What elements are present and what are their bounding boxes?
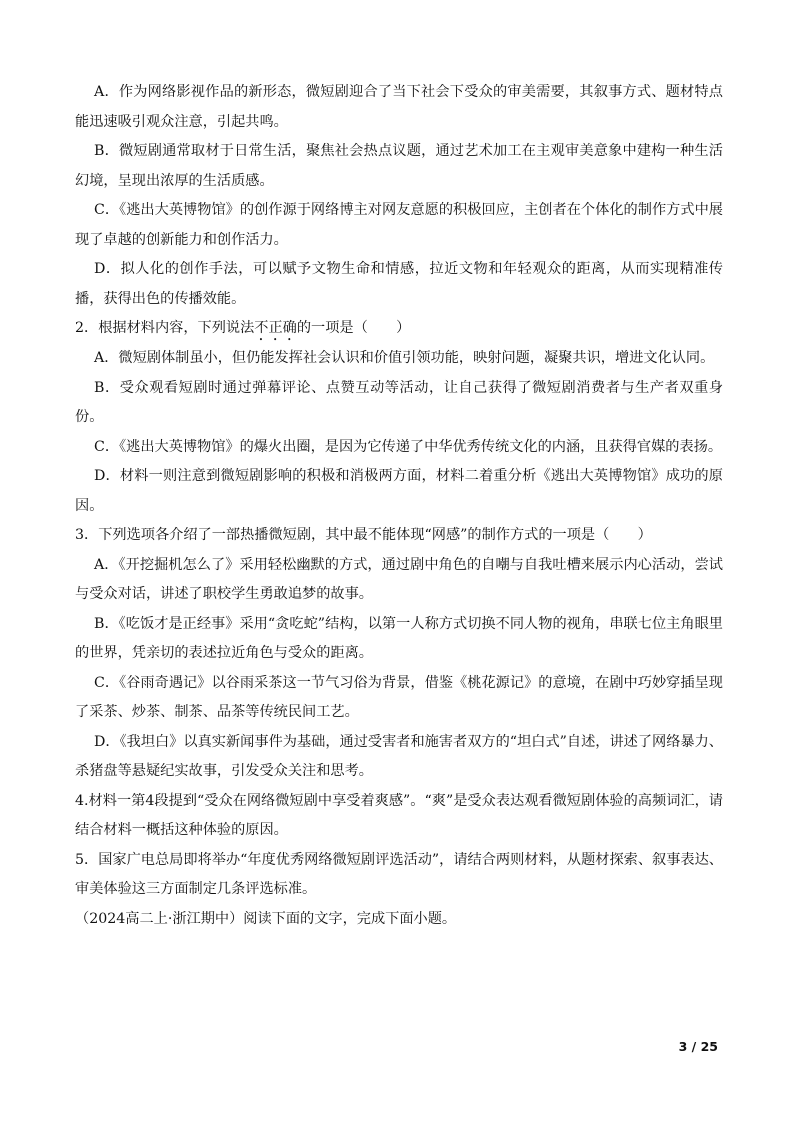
page-number: 3 / 25 (678, 1039, 718, 1054)
q2-option-a: A．微短剧体制虽小，但仍能发挥社会认识和价值引领功能，映射问题，凝聚共识，增进文化认同。 (94, 350, 715, 366)
q2-stem-before: 2．根据材料内容，下列说法 (75, 320, 255, 336)
q3-option-c: C．《谷雨奇遇记》以谷雨采茶这一节气习俗为背景，借鉴《桃花源记》的意境，在剧中巧妙穿插呈现了采茶、炒茶、制茶、品茶等传统民间工艺。 (75, 674, 723, 720)
q2-option-c: C．《逃出大英博物馆》的爆火出圈，是因为它传递了中华优秀传统文化的内涵，且获得官媒的表扬。 (94, 438, 723, 455)
q2-option-d: D．材料一则注意到微短剧影响的积极和消极两方面，材料二着重分析《逃出大英博物馆》成功的原因。 (75, 468, 723, 514)
q3-option-a: A．《开挖掘机怎么了》采用轻松幽默的方式，通过剧中角色的自嘲与自我吐槽来展示内心活动，尝试与受众对话，讲述了职校学生勇敢追梦的故事。 (75, 556, 723, 602)
q3-stem: 3．下列选项各介绍了一部热播微短剧，其中最不能体现“网感”的制作方式的一项是（ ） (75, 527, 652, 543)
q1-option-d: D．拟人化的创作手法，可以赋予文物生命和情感，拉近文物和年轻观众的距离，从而实现精准传播，获得出色的传播效能。 (75, 261, 723, 307)
q1-option-a: A．作为网络影视作品的新形态，微短剧迎合了当下社会下受众的审美需要，其叙事方式、题材特点能迅速吸引观众注意，引起共鸣。 (75, 84, 723, 130)
q5-question: 5．国家广电总局即将举办“年度优秀网络微短剧评选活动”，请结合两则材料，从题材探索、叙事表达、审美体验这三方面制定几条评选标准。 (75, 851, 723, 897)
q2-stem-emphasis: 不正确 (254, 320, 297, 336)
q3-option-d: D．《我坦白》以真实新闻事件为基础，通过受害者和施害者双方的“坦白式”自述，讲述了网络暴力、杀猪盘等悬疑纪实故事，引发受众关注和思考。 (75, 733, 723, 779)
q3-option-b: B．《吃饭才是正经事》采用“贪吃蛇”结构，以第一人称方式切换不同人物的视角，串联七位主角眼里的世界，凭亲切的表述拉近角色与受众的距离。 (75, 615, 723, 661)
q1-option-b: B．微短剧通常取材于日常生活，聚焦社会热点议题，通过艺术加工在主观审美意象中建构一种生活幻境，呈现出浓厚的生活质感。 (75, 143, 723, 189)
q2-stem-after: 的一项是（ ） (296, 320, 411, 336)
q2-stem (75, 314, 723, 344)
q2-option-b: B．受众观看短剧时通过弹幕评论、点赞互动等活动，让自己获得了微短剧消费者与生产者双重身份。 (75, 379, 723, 425)
document-content (75, 78, 723, 934)
source-note: （2024高二上·浙江期中）阅读下面的文字，完成下面小题。 (75, 910, 457, 927)
q1-option-c: C．《逃出大英博物馆》的创作源于网络博主对网友意愿的积极回应，主创者在个体化的制作方式中展现了卓越的创新能力和创作活力。 (75, 202, 723, 248)
q4-question: 4.材料一第4段提到“受众在网络微短剧中享受着爽感”。“爽”是受众表达观看微短剧体验的高频词汇，请结合材料一概括这种体验的原因。 (75, 792, 723, 838)
